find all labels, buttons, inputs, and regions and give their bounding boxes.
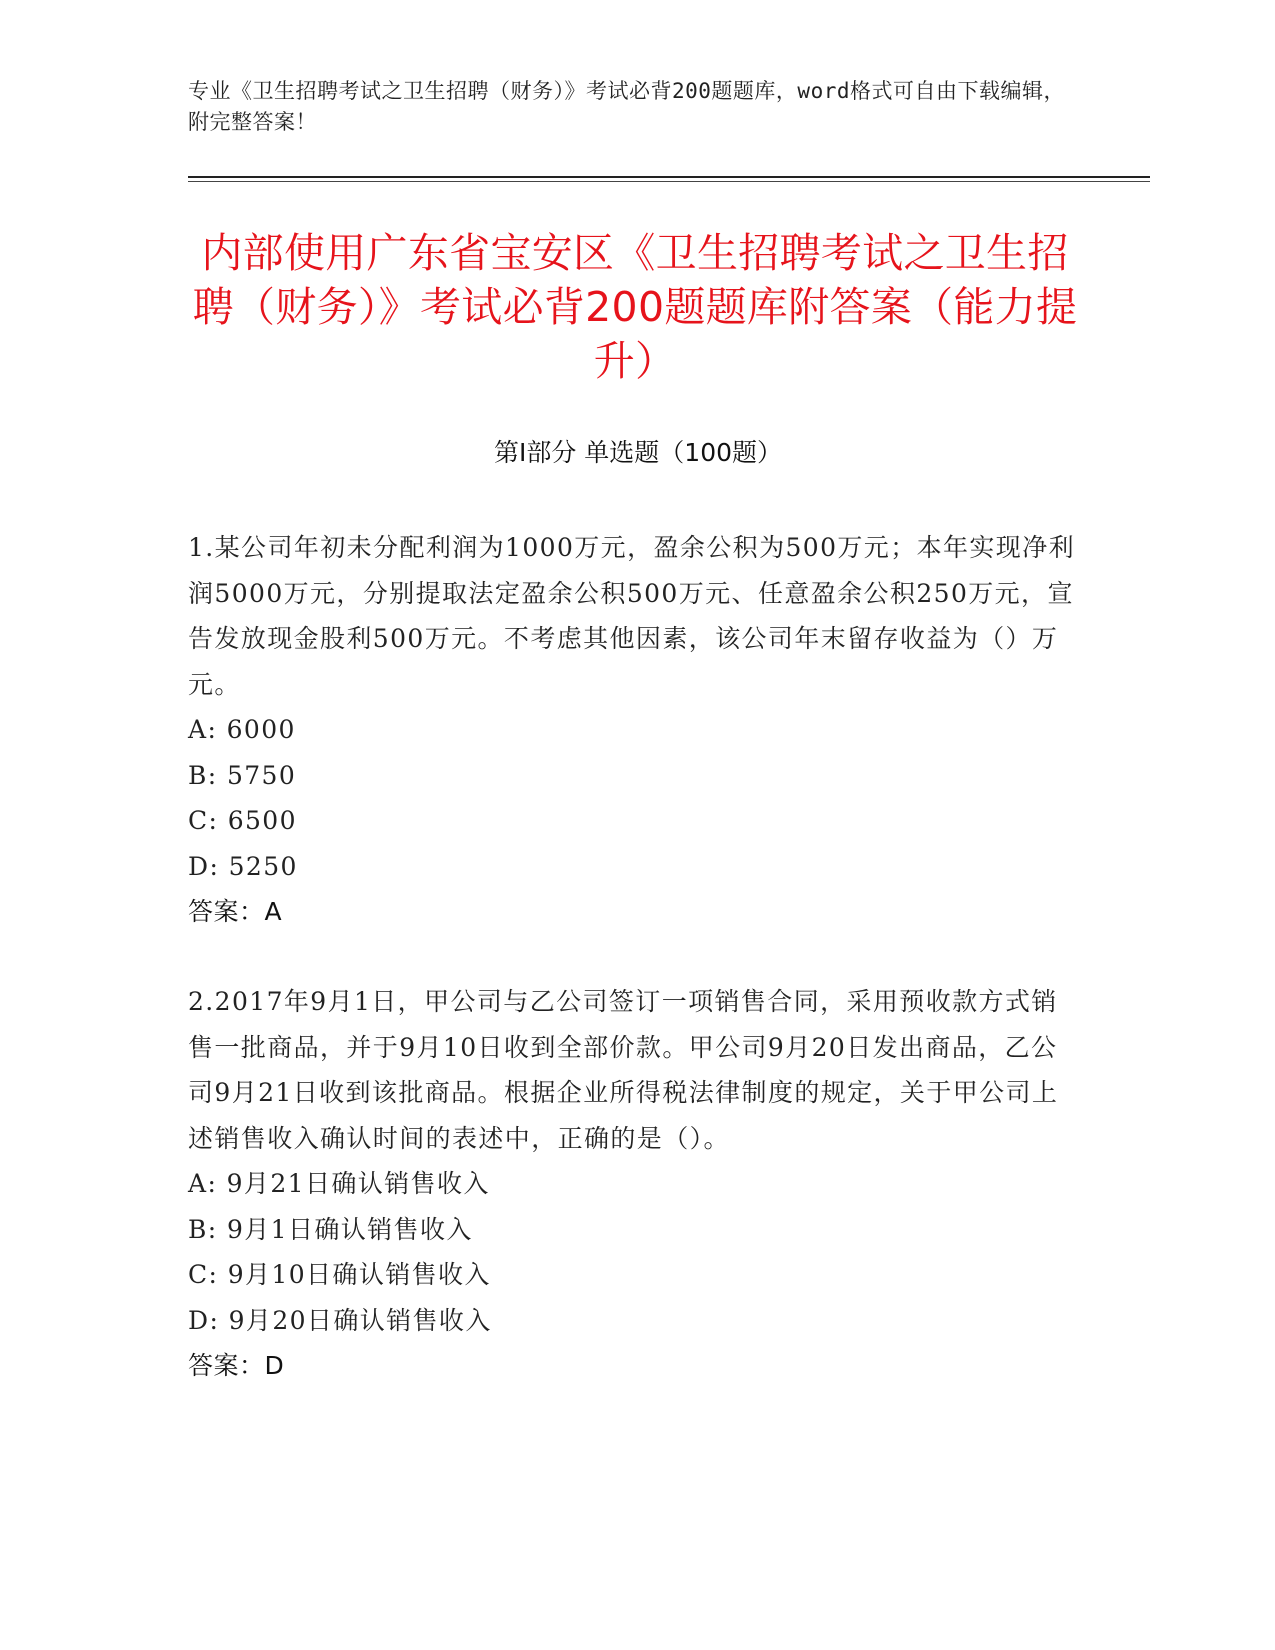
- answer-label: 答案：D: [188, 1351, 285, 1380]
- option-a: A: 6000: [188, 715, 296, 744]
- question-2: [188, 979, 1078, 1389]
- question-stem: 2.2017年9月1日，甲公司与乙公司签订一项销售合同，采用预收款方式销售一批商品，并于9月10日收到全部价款。甲公司9月20日发出商品，乙公司9月21日收到该批商品。根据企业所得税法律制度的规定，关于甲公司上述销售收入确认时间的表述中，正确的是（）。: [188, 987, 1059, 1153]
- option-c: C: 9月10日确认销售收入: [188, 1260, 491, 1289]
- option-b: B: 9月1日确认销售收入: [188, 1214, 473, 1244]
- option-d: D: 5250: [188, 851, 298, 881]
- answer-label: 答案：A: [188, 897, 283, 926]
- document-title: 内部使用广东省宝安区《卫生招聘考试之卫生招聘（财务）》考试必背200题题库附答案（能力提升）: [192, 229, 1078, 385]
- question-1: [188, 525, 1078, 935]
- header-note: 专业《卫生招聘考试之卫生招聘（财务）》考试必背200题题库，word格式可自由下载编辑，附完整答案！: [188, 79, 1065, 134]
- header-divider-thick: [188, 176, 1150, 178]
- question-stem: 1.某公司年初未分配利润为1000万元，盈余公积为500万元；本年实现净利润5000万元，分别提取法定盈余公积500万元、任意盈余公积250万元，宣告发放现金股利500万元。不考虑其他因素，该公司年末留存收益为（）万元。: [188, 533, 1075, 699]
- section-heading: 第I部分 单选题（100题）: [493, 438, 783, 467]
- option-a: A: 9月21日确认销售收入: [188, 1169, 490, 1198]
- option-b: B: 5750: [188, 760, 297, 790]
- option-d: D: 9月20日确认销售收入: [188, 1305, 492, 1335]
- header-divider-thin: [188, 181, 1150, 182]
- option-c: C: 6500: [188, 806, 297, 835]
